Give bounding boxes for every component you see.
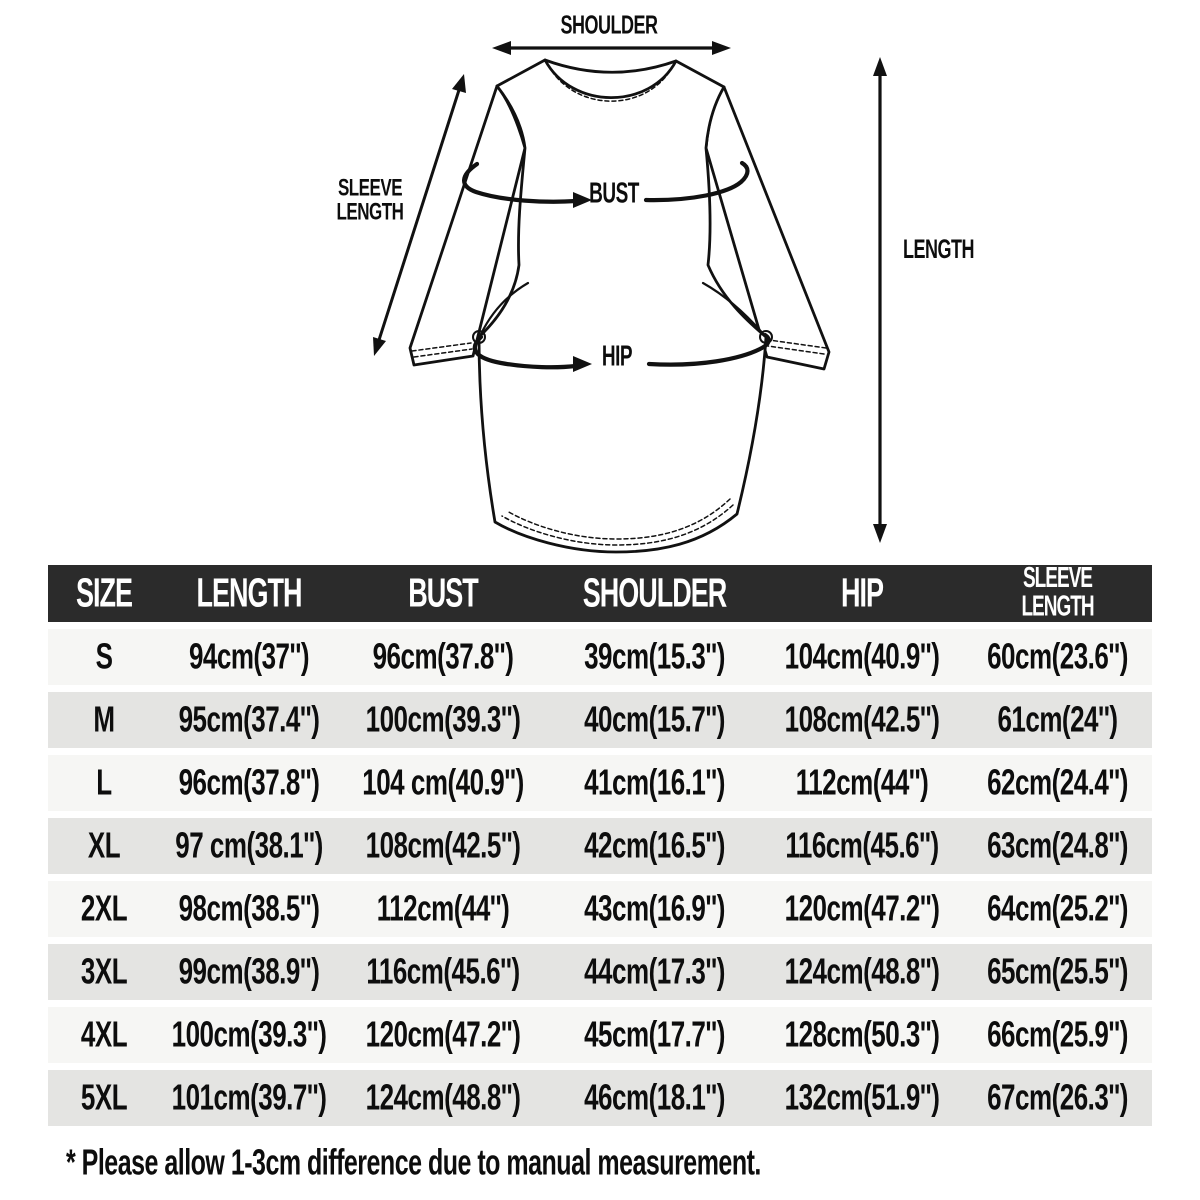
measurement-cell: 112cm(44'') <box>761 755 963 811</box>
measurement-cell: 39cm(15.3'') <box>548 629 761 685</box>
header-size: SIZE <box>48 565 160 622</box>
size-row-4xl <box>48 1007 1152 1063</box>
header-sleeve-length: SLEEVE LENGTH <box>963 565 1152 622</box>
measurement-cell: 100cm(39.3'') <box>160 1007 338 1063</box>
length-label: LENGTH <box>903 233 974 264</box>
length-arrow <box>873 57 887 543</box>
size-row-s <box>48 629 1152 685</box>
measurement-cell: 120cm(47.2'') <box>338 1007 548 1063</box>
measurement-cell: 65cm(25.5'') <box>963 944 1152 1000</box>
measurement-cell: 95cm(37.4'') <box>160 692 338 748</box>
measurement-cell: 112cm(44'') <box>338 881 548 937</box>
measurement-cell: 100cm(39.3'') <box>338 692 548 748</box>
measurement-cell: 45cm(17.7'') <box>548 1007 761 1063</box>
measurement-cell: 64cm(25.2'') <box>963 881 1152 937</box>
header-length: LENGTH <box>160 565 338 622</box>
shoulder-arrow <box>492 41 731 55</box>
measurement-cell: 60cm(23.6'') <box>963 629 1152 685</box>
measurement-cell: 101cm(39.7'') <box>160 1070 338 1126</box>
header-hip: HIP <box>761 565 963 622</box>
size-cell: 3XL <box>48 944 160 1000</box>
size-cell: L <box>48 755 160 811</box>
measurement-cell: 66cm(25.9'') <box>963 1007 1152 1063</box>
measurement-cell: 132cm(51.9'') <box>761 1070 963 1126</box>
size-cell: 2XL <box>48 881 160 937</box>
size-row-xl <box>48 818 1152 874</box>
size-cell: M <box>48 692 160 748</box>
measurement-cell: 43cm(16.9'') <box>548 881 761 937</box>
measurement-cell: 67cm(26.3'') <box>963 1070 1152 1126</box>
measurement-cell: 46cm(18.1'') <box>548 1070 761 1126</box>
measurement-cell: 42cm(16.5'') <box>548 818 761 874</box>
header-bust: BUST <box>338 565 548 622</box>
measurement-cell: 97 cm(38.1'') <box>160 818 338 874</box>
measurement-cell: 99cm(38.9'') <box>160 944 338 1000</box>
measurement-cell: 96cm(37.8'') <box>160 755 338 811</box>
header-shoulder: SHOULDER <box>548 565 761 622</box>
measurement-cell: 63cm(24.8'') <box>963 818 1152 874</box>
size-cell: XL <box>48 818 160 874</box>
measurement-cell: 40cm(15.7'') <box>548 692 761 748</box>
bust-label: BUST <box>589 178 639 211</box>
size-cell: 4XL <box>48 1007 160 1063</box>
sleeve-length-label: SLEEVE LENGTH <box>336 174 404 225</box>
size-row-5xl <box>48 1070 1152 1126</box>
size-row-2xl <box>48 881 1152 937</box>
measurement-cell: 120cm(47.2'') <box>761 881 963 937</box>
measurement-cell: 116cm(45.6'') <box>761 818 963 874</box>
size-row-l <box>48 755 1152 811</box>
garment-measurement-diagram <box>0 0 1200 558</box>
measurement-cell: 104 cm(40.9'') <box>338 755 548 811</box>
hip-label: HIP <box>601 341 633 374</box>
measurement-cell: 124cm(48.8'') <box>338 1070 548 1126</box>
measurement-cell: 62cm(24.4'') <box>963 755 1152 811</box>
measurement-cell: 44cm(17.3'') <box>548 944 761 1000</box>
measurement-cell: 128cm(50.3'') <box>761 1007 963 1063</box>
measurement-cell: 98cm(38.5'') <box>160 881 338 937</box>
garment-line-drawing <box>0 0 1200 558</box>
measurement-cell: 104cm(40.9'') <box>761 629 963 685</box>
measurement-cell: 116cm(45.6'') <box>338 944 548 1000</box>
measurement-cell: 96cm(37.8'') <box>338 629 548 685</box>
measurement-cell: 94cm(37'') <box>160 629 338 685</box>
measurement-cell: 108cm(42.5'') <box>338 818 548 874</box>
size-row-3xl <box>48 944 1152 1000</box>
measurement-cell: 41cm(16.1'') <box>548 755 761 811</box>
size-row-m <box>48 692 1152 748</box>
size-cell: S <box>48 629 160 685</box>
measurement-disclaimer: * Please allow 1-3cm difference due to manual measurement. <box>66 1142 761 1184</box>
shoulder-label: SHOULDER <box>560 10 658 40</box>
size-table-header-row <box>48 565 1152 622</box>
size-cell: 5XL <box>48 1070 160 1126</box>
measurement-cell: 61cm(24'') <box>963 692 1152 748</box>
measurement-cell: 124cm(48.8'') <box>761 944 963 1000</box>
measurement-cell: 108cm(42.5'') <box>761 692 963 748</box>
size-table <box>48 558 1152 1133</box>
